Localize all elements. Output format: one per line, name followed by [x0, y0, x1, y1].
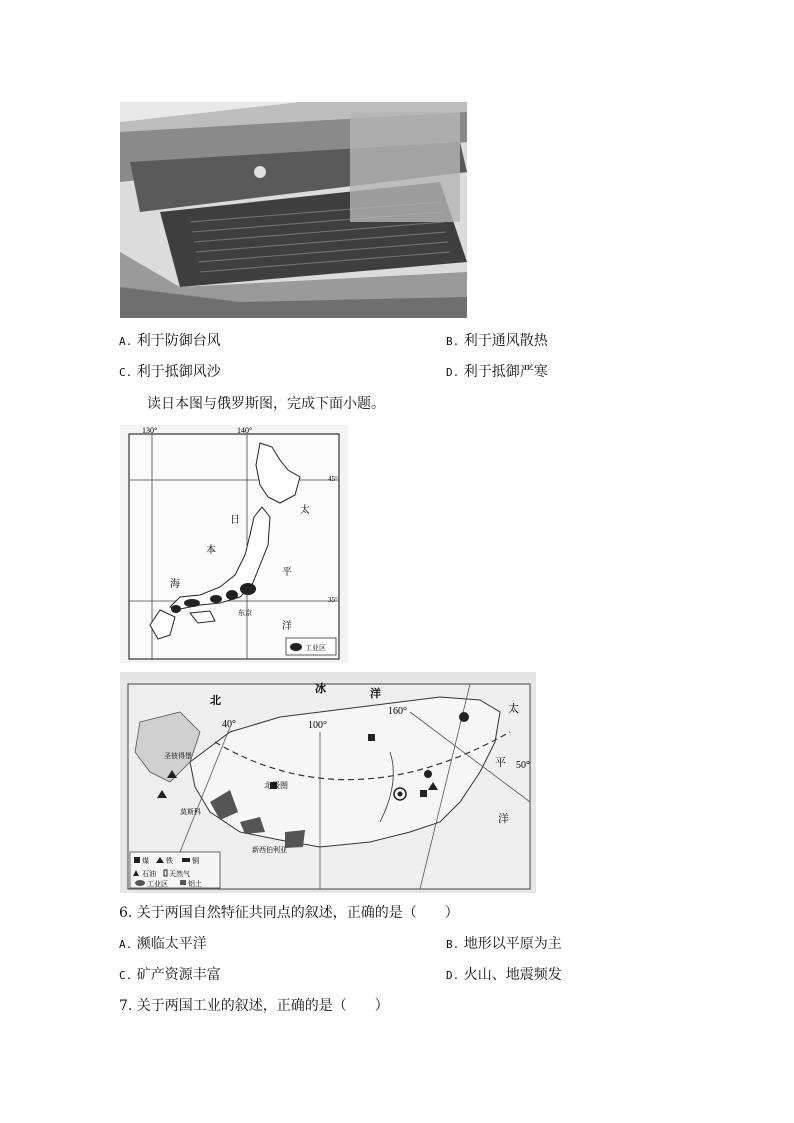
option-text: 利于抵御严寒: [463, 364, 548, 380]
q7-stem: 7. 关于两国工业的叙述，正确的是（ ）: [119, 998, 389, 1014]
q6-option-c: [119, 965, 221, 986]
city-label: 圣彼得堡: [164, 752, 192, 760]
legend-label: 工业区: [147, 880, 168, 888]
map-char: 海: [170, 579, 180, 590]
option-text: 利于通风散热: [463, 333, 548, 349]
option-text: 地形以平原为主: [463, 936, 562, 952]
q6-option-b: [446, 934, 562, 955]
option-text: 利于抵御风沙: [136, 364, 221, 380]
lon-label: 130°: [142, 426, 158, 435]
greenhouse-photo: [120, 102, 467, 318]
option-letter: A.: [119, 938, 133, 951]
legend-label: 铝土: [188, 880, 202, 888]
q5-option-c: [119, 362, 221, 383]
lon-label: 140°: [237, 426, 253, 435]
russia-map: [120, 672, 536, 893]
map-char: 太: [300, 505, 310, 516]
japan-map: [120, 425, 348, 663]
map-char: 洋: [282, 621, 292, 632]
q6-stem: 6. 关于两国自然特征共同点的叙述，正确的是（ ）: [119, 905, 459, 921]
city-label: 莫斯科: [180, 808, 201, 816]
option-text: 矿产资源丰富: [136, 967, 221, 983]
map-char: 本: [206, 545, 216, 556]
lon-label: 100°: [308, 720, 327, 731]
map-char: 平: [282, 567, 292, 578]
option-letter: C.: [119, 969, 133, 982]
legend-label: 铜: [192, 857, 199, 865]
lon-label: 40°: [222, 719, 236, 730]
legend-label: 铁: [166, 857, 173, 865]
reading-intro: 读日本图与俄罗斯图，完成下面小题。: [147, 396, 385, 412]
option-letter: A.: [119, 335, 133, 348]
city-label: 东京: [238, 609, 252, 617]
lat-label: 45°: [328, 475, 338, 483]
option-text: 利于防御台风: [136, 333, 221, 349]
option-letter: D.: [446, 969, 460, 982]
ocean-char: 太: [508, 703, 519, 715]
ocean-char: 洋: [370, 688, 381, 700]
lat-label: 35°: [328, 596, 338, 604]
arctic-circle-label: 北极圈: [264, 781, 288, 790]
ocean-char: 北: [210, 695, 221, 707]
option-letter: C.: [119, 366, 133, 379]
legend-label: 天然气: [169, 870, 190, 878]
legend-label: 工业区: [305, 644, 326, 652]
city-label: 新西伯利亚: [252, 846, 287, 854]
map-char: 日: [230, 515, 240, 526]
option-letter: B.: [446, 938, 460, 951]
legend-label: 煤: [142, 857, 149, 865]
q5-option-a: [119, 331, 221, 352]
option-letter: D.: [446, 366, 460, 379]
option-letter: B.: [446, 335, 460, 348]
q6-option-a: [119, 934, 207, 955]
ocean-char: 冰: [315, 683, 326, 695]
lon-label: 160°: [388, 706, 407, 717]
legend-label: 石油: [142, 870, 156, 878]
q5-option-b: [446, 331, 548, 352]
ocean-char: 洋: [498, 813, 509, 825]
lat-label: 50°: [516, 760, 530, 771]
option-text: 火山、地震频发: [463, 967, 562, 983]
q5-option-d: [446, 362, 548, 383]
q6-option-d: [446, 965, 562, 986]
option-text: 濒临太平洋: [136, 936, 207, 952]
ocean-char: 平: [495, 757, 506, 769]
